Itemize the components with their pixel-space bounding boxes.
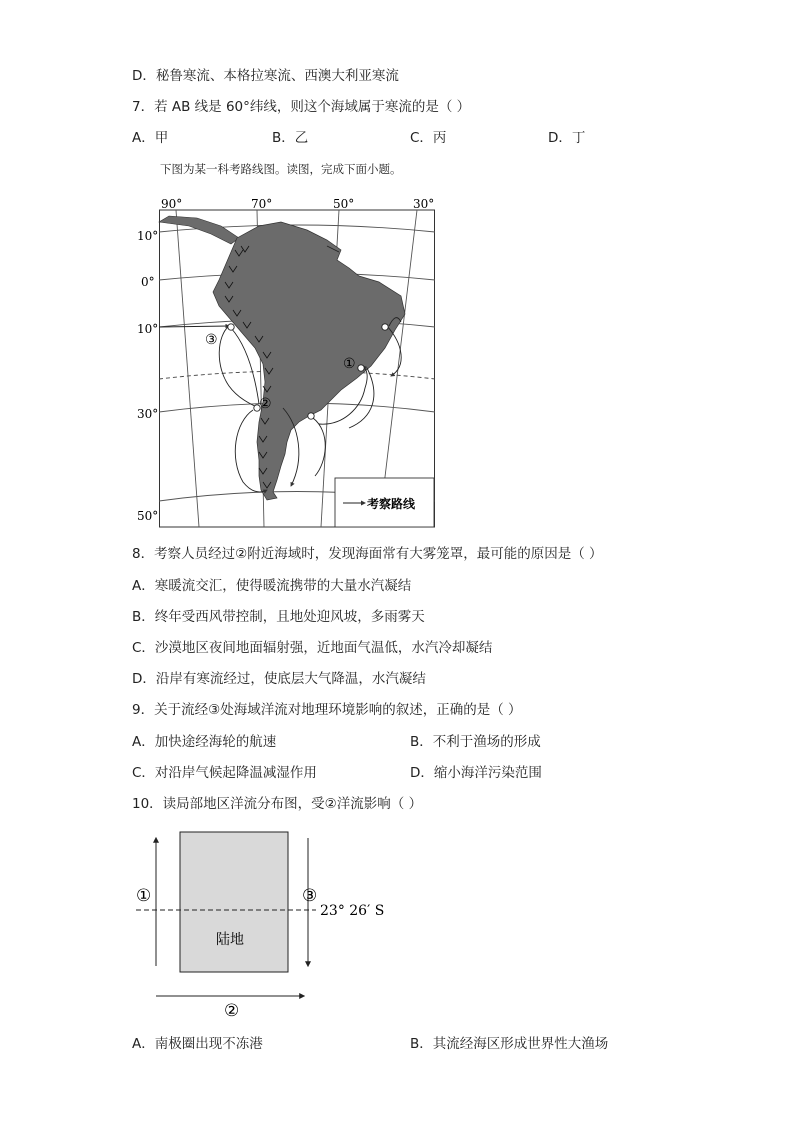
lat-label-10s: 10° [137,322,159,336]
q10-option-b[interactable]: B．其流经海区形成世界性大渔场 [410,1036,609,1052]
lat-label-0: 0° [141,275,155,289]
latitude-label: 23° 26′ S [320,903,385,919]
lon-label-70: 70° [251,197,273,211]
q7-option-d[interactable]: D．丁 [548,130,586,146]
q8-option-b[interactable]: B．终年受西风带控制，且地处迎风坡，多雨雾天 [132,609,425,625]
question-10: 10．读局部地区洋流分布图，受②洋流影响（ ） [132,796,423,812]
lon-label-30: 30° [413,197,435,211]
diagram-marker-3: ③ [302,886,318,906]
map-marker-1: ① [343,356,356,372]
q8-option-c[interactable]: C．沙漠地区夜间地面辐射强，近地面气温低，水汽冷却凝结 [132,640,493,656]
q8-option-d[interactable]: D．沿岸有寒流经过，使底层大气降温，水汽凝结 [132,671,426,687]
lat-label-10n: 10° [137,229,159,243]
lon-label-90: 90° [161,197,183,211]
question-8: 8．考察人员经过②附近海域时，发现海面常有大雾笼罩，最可能的原因是（ ） [132,546,603,562]
q8-option-a[interactable]: A．寒暖流交汇，使得暖流携带的大量水汽凝结 [132,578,412,594]
question-9: 9．关于流经③处海域洋流对地理环境影响的叙述，正确的是（ ） [132,702,522,718]
lat-label-30s: 30° [137,407,159,421]
q7-option-a[interactable]: A．甲 [132,130,169,146]
lon-label-50: 50° [333,197,355,211]
q9-option-d[interactable]: D．缩小海洋污染范围 [410,765,542,781]
expedition-map [137,196,435,528]
q9-option-a[interactable]: A．加快途经海轮的航速 [132,734,277,750]
map-marker-2: ② [259,396,272,412]
land-label: 陆地 [216,932,244,948]
q7-option-b[interactable]: B．乙 [272,130,309,146]
current-diagram [132,826,392,1026]
map-intro: 下图为某一科考路线图。读图，完成下面小题。 [160,162,402,176]
map-legend-label: 考察路线 [367,497,416,511]
land-box [180,832,288,972]
question-7: 7．若 AB 线是 60°纬线，则这个海域属于寒流的是（ ） [132,99,471,115]
q7-option-c[interactable]: C．丙 [410,130,447,146]
q9-option-c[interactable]: C．对沿岸气候起降温减湿作用 [132,765,317,781]
diagram-marker-1: ① [136,886,152,906]
diagram-marker-2: ② [224,1001,240,1021]
q10-option-a[interactable]: A．南极圈出现不冻港 [132,1036,263,1052]
map-marker-3: ③ [205,332,218,348]
q6-option-d: D．秘鲁寒流、本格拉寒流、西澳大利亚寒流 [132,68,399,84]
lat-label-50s: 50° [137,509,159,523]
q9-option-b[interactable]: B．不利于渔场的形成 [410,734,541,750]
